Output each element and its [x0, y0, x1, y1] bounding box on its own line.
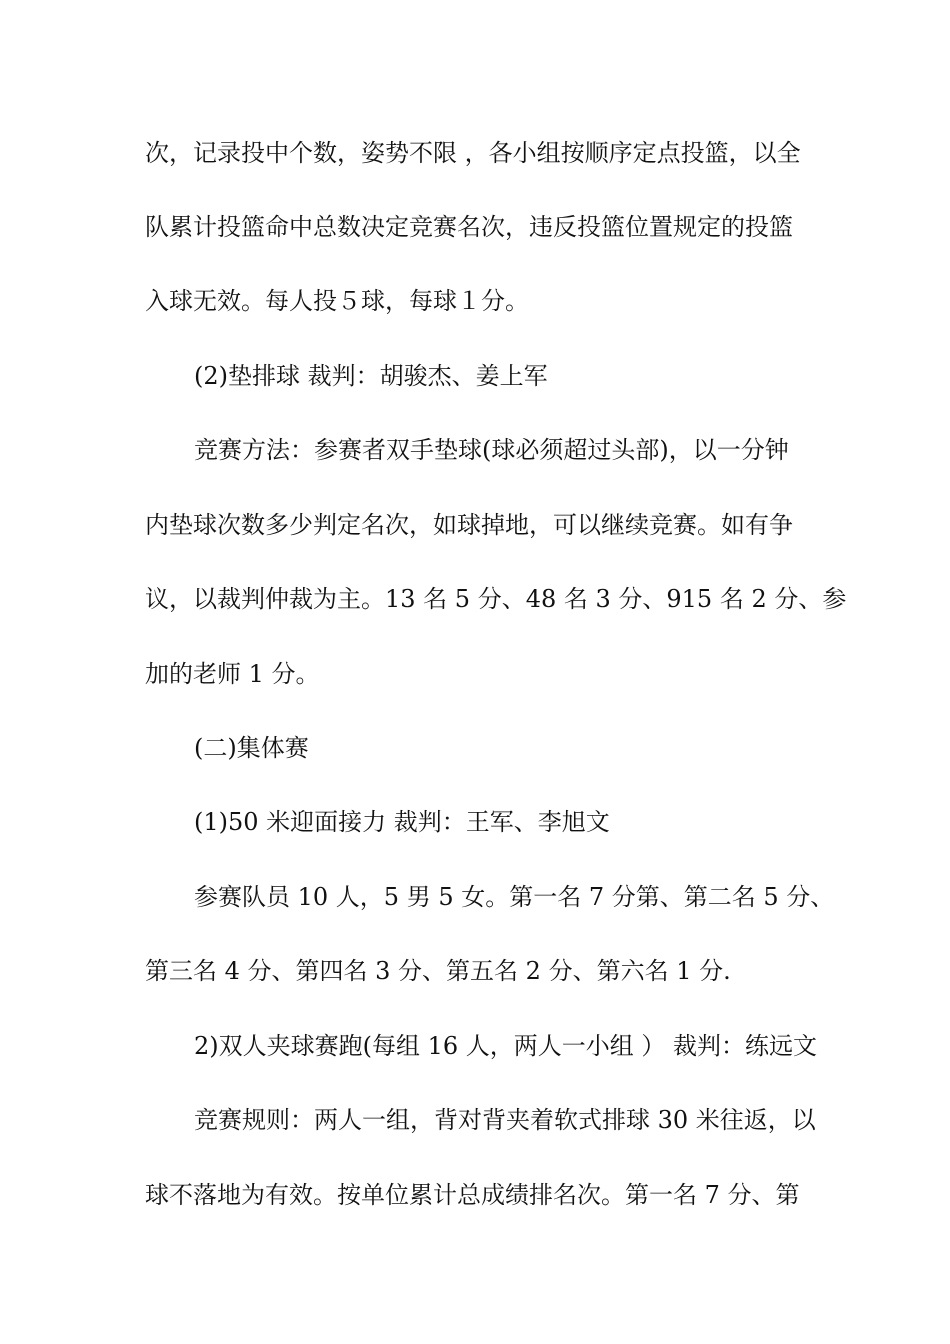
paragraph-line: 内垫球次数多少判定名次，如球掉地，可以继续竞赛。如有争	[145, 511, 793, 539]
section-heading: (2)垫排球 裁判：胡骏杰、姜上军	[194, 362, 548, 390]
paragraph-line: 次，记录投中个数，姿势不限 ，各小组按顺序定点投篮，以全	[145, 139, 801, 167]
paragraph-line: 加的老师 1 分。	[145, 660, 320, 688]
paragraph-line: 参赛队员 10 人，5 男 5 女。第一名 7 分第、第二名 5 分、	[194, 883, 835, 911]
section-heading: (1)50 米迎面接力 裁判：王军、李旭文	[194, 808, 610, 836]
paragraph-line: 竞赛规则：两人一组，背对背夹着软式排球 30 米往返，以	[194, 1106, 816, 1134]
paragraph-line: 球不落地为有效。按单位累计总成绩排名次。第一名 7 分、第	[145, 1181, 800, 1209]
paragraph-line: 第三名 4 分、第四名 3 分、第五名 2 分、第六名 1 分.	[145, 957, 731, 985]
paragraph-line: 入球无效。每人投５球，每球１分。	[145, 287, 529, 315]
paragraph-line: 议，以裁判仲裁为主。13 名 5 分、48 名 3 分、915 名 2 分、参	[145, 585, 847, 613]
paragraph-line: 队累计投篮命中总数决定竞赛名次，违反投篮位置规定的投篮	[145, 213, 793, 241]
section-heading: 2)双人夹球赛跑(每组 16 人，两人一小组 ） 裁判：练远文	[194, 1032, 818, 1060]
paragraph-line: 竞赛方法：参赛者双手垫球(球必须超过头部)，以一分钟	[194, 436, 789, 464]
section-heading: (二)集体赛	[194, 734, 309, 762]
